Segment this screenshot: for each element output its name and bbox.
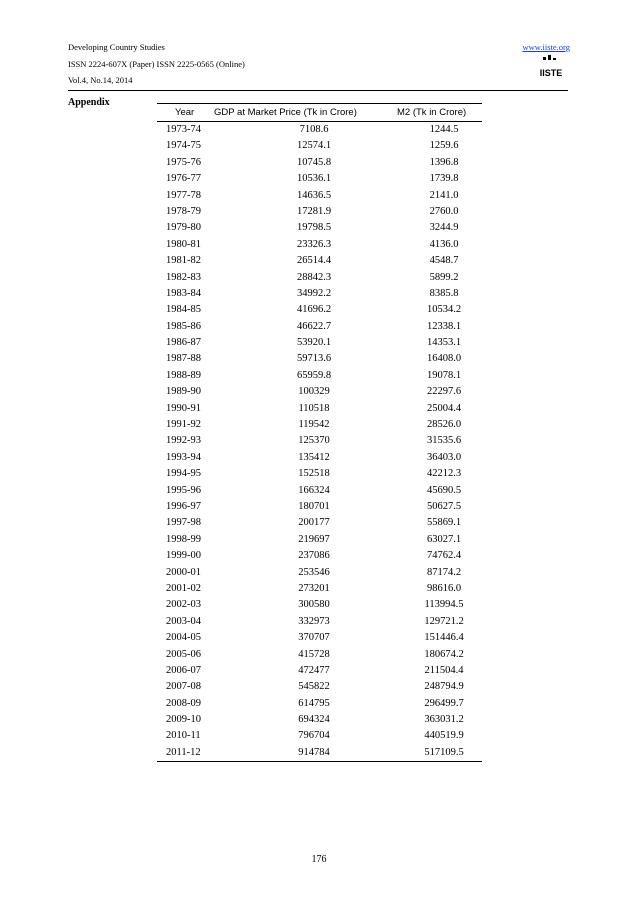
cell-year: 1989-90 xyxy=(166,386,201,398)
cell-gdp: 7108.6 xyxy=(299,124,329,135)
cell-m2: 8385.8 xyxy=(429,287,459,299)
cell-m2: 1259.6 xyxy=(429,140,459,152)
cell-gdp: 300580 xyxy=(298,599,330,611)
cell-year: 2011-12 xyxy=(166,746,201,758)
cell-m2: 36403.0 xyxy=(426,451,462,463)
cell-year: 2003-04 xyxy=(166,615,201,627)
cell-m2: 31535.6 xyxy=(426,435,462,447)
cell-gdp: 472477 xyxy=(298,664,330,676)
cell-year: 2008-09 xyxy=(166,697,201,709)
cell-gdp: 415728 xyxy=(298,648,330,660)
cell-year: 1998-99 xyxy=(166,533,201,545)
table-row xyxy=(157,286,482,302)
cell-year: 2006-07 xyxy=(166,664,201,676)
cell-year: 1976-77 xyxy=(166,173,201,185)
table-row xyxy=(157,433,482,449)
cell-m2: 211504.4 xyxy=(424,664,464,676)
cell-year: 1994-95 xyxy=(166,468,201,480)
cell-m2: 113994.5 xyxy=(424,599,464,611)
table-row xyxy=(157,663,482,679)
cell-gdp: 100329 xyxy=(298,386,330,398)
cell-gdp: 219697 xyxy=(298,533,330,545)
table-row xyxy=(157,450,482,466)
cell-year: 2007-08 xyxy=(166,681,201,693)
cell-year: 1979-80 xyxy=(166,222,201,234)
cell-m2: 98616.0 xyxy=(426,582,462,594)
cell-gdp: 614795 xyxy=(298,697,330,709)
cell-year: 1984-85 xyxy=(166,304,201,316)
table-row xyxy=(157,565,482,581)
cell-gdp: 253546 xyxy=(298,566,330,578)
cell-year: 1974-75 xyxy=(166,140,201,152)
cell-m2: 2760.0 xyxy=(429,205,459,217)
cell-year: 1985-86 xyxy=(166,320,201,332)
cell-m2: 3244.9 xyxy=(429,222,459,234)
cell-m2: 19078.1 xyxy=(426,369,462,381)
cell-gdp: 46622.7 xyxy=(296,320,332,332)
table-row xyxy=(157,302,482,318)
data-table xyxy=(157,103,482,762)
cell-gdp: 273201 xyxy=(298,582,330,594)
table-row xyxy=(157,532,482,548)
cell-year: 1996-97 xyxy=(166,500,201,512)
cell-gdp: 19798.5 xyxy=(296,222,332,234)
cell-gdp: 237086 xyxy=(298,550,330,562)
cell-gdp: 180701 xyxy=(298,500,330,512)
cell-m2: 25004.4 xyxy=(426,402,462,414)
journal-url-link[interactable]: www.iiste.org xyxy=(522,42,570,52)
cell-m2: 14353.1 xyxy=(426,337,462,349)
cell-m2: 4136.0 xyxy=(429,238,459,250)
cell-year: 2005-06 xyxy=(166,648,201,660)
cell-year: 1980-81 xyxy=(166,238,201,250)
cell-gdp: 34992.2 xyxy=(296,287,332,299)
cell-gdp: 166324 xyxy=(298,484,330,496)
cell-year: 1975-76 xyxy=(166,156,201,168)
cell-gdp: 200177 xyxy=(298,517,330,529)
cell-gdp: 53920.1 xyxy=(296,337,332,349)
cell-gdp: 332973 xyxy=(298,615,330,627)
cell-year: 2001-02 xyxy=(166,582,201,594)
cell-gdp: 28842.3 xyxy=(296,271,332,283)
cell-year: 1992-93 xyxy=(166,435,201,447)
table-row xyxy=(157,171,482,187)
table-row xyxy=(157,270,482,286)
cell-gdp: 14636.5 xyxy=(296,189,332,201)
cell-m2: 180674.2 xyxy=(424,648,464,660)
cell-year: 2004-05 xyxy=(166,632,201,644)
cell-m2: 22297.6 xyxy=(426,386,462,398)
cell-gdp: 65959.8 xyxy=(296,369,332,381)
table-row xyxy=(157,368,482,384)
cell-gdp: 545822 xyxy=(298,681,330,693)
cell-gdp: 10745.8 xyxy=(296,156,332,168)
table-row xyxy=(157,335,482,351)
page-number: 176 xyxy=(311,854,327,865)
cell-gdp: 125370 xyxy=(298,435,330,447)
table-body xyxy=(157,122,482,761)
cell-year: 1986-87 xyxy=(166,337,201,349)
cell-m2: 42212.3 xyxy=(426,468,462,480)
cell-year: 2010-11 xyxy=(166,730,201,742)
table-row xyxy=(157,138,482,154)
table-row xyxy=(157,155,482,171)
cell-year: 1997-98 xyxy=(166,517,201,529)
cell-m2: 45690.5 xyxy=(426,484,462,496)
cell-gdp: 41696.2 xyxy=(296,304,332,316)
cell-m2: 12338.1 xyxy=(426,320,462,332)
cell-m2: 87174.2 xyxy=(426,566,462,578)
table-row xyxy=(157,466,482,482)
table-header xyxy=(157,103,482,122)
table-row xyxy=(157,417,482,433)
table-row xyxy=(157,745,482,761)
cell-m2: 5899.2 xyxy=(429,271,459,283)
table-row xyxy=(157,712,482,728)
cell-m2: 74762.4 xyxy=(426,550,462,562)
cell-m2: 2141.0 xyxy=(429,189,459,201)
cell-m2: 10534.2 xyxy=(426,304,462,316)
cell-gdp: 10536.1 xyxy=(296,173,332,185)
cell-year: 1991-92 xyxy=(166,419,201,431)
cell-year: 1993-94 xyxy=(166,451,201,463)
cell-year: 1973-74 xyxy=(166,124,201,135)
issn-line: ISSN 2224-607X (Paper) ISSN 2225-0565 (Online) xyxy=(68,59,245,69)
table-row xyxy=(157,728,482,744)
cell-m2: 296499.7 xyxy=(424,697,464,709)
table-row xyxy=(157,581,482,597)
cell-m2: 1739.8 xyxy=(429,173,459,185)
table-row xyxy=(157,204,482,220)
cell-gdp: 796704 xyxy=(298,730,330,742)
cell-gdp: 914784 xyxy=(298,746,330,758)
cell-year: 1999-00 xyxy=(166,550,201,562)
cell-m2: 440519.9 xyxy=(424,730,464,742)
cell-year: 2000-01 xyxy=(166,566,201,578)
table-row xyxy=(157,237,482,253)
table-row xyxy=(157,630,482,646)
cell-m2: 4548.7 xyxy=(429,255,459,267)
cell-m2: 1396.8 xyxy=(429,156,459,168)
cell-m2: 248794.9 xyxy=(424,681,464,693)
cell-m2: 363031.2 xyxy=(424,714,464,726)
cell-m2: 55869.1 xyxy=(426,517,462,529)
cell-gdp: 110518 xyxy=(298,402,330,414)
cell-gdp: 59713.6 xyxy=(296,353,332,365)
cell-year: 2009-10 xyxy=(166,714,201,726)
volume-line: Vol.4, No.14, 2014 xyxy=(68,75,133,85)
table-row xyxy=(157,679,482,695)
col-header-gdp: GDP at Market Price (Tk in Crore) xyxy=(214,107,357,118)
cell-gdp: 26514.4 xyxy=(296,255,332,267)
table-row xyxy=(157,548,482,564)
table-row xyxy=(157,220,482,236)
cell-gdp: 119542 xyxy=(298,419,330,431)
table-row xyxy=(157,122,482,138)
table-bottom-rule xyxy=(157,761,482,762)
cell-gdp: 12574.1 xyxy=(296,140,332,152)
cell-year: 1990-91 xyxy=(166,402,201,414)
cell-gdp: 135412 xyxy=(298,451,330,463)
cell-year: 1981-82 xyxy=(166,255,201,267)
cell-year: 1978-79 xyxy=(166,205,201,217)
section-title: Appendix xyxy=(68,97,110,108)
table-row xyxy=(157,351,482,367)
cell-year: 1983-84 xyxy=(166,287,201,299)
svg-text:IISTE: IISTE xyxy=(540,68,562,78)
cell-m2: 129721.2 xyxy=(424,615,464,627)
cell-year: 1982-83 xyxy=(166,271,201,283)
col-header-m2: M2 (Tk in Crore) xyxy=(397,107,467,118)
cell-gdp: 152518 xyxy=(298,468,330,480)
table-row xyxy=(157,696,482,712)
cell-m2: 28526.0 xyxy=(426,419,462,431)
cell-gdp: 694324 xyxy=(298,714,330,726)
cell-year: 1995-96 xyxy=(166,484,201,496)
cell-m2: 63027.1 xyxy=(426,533,462,545)
header-divider xyxy=(68,90,568,91)
cell-m2: 151446.4 xyxy=(424,632,464,644)
cell-gdp: 23326.3 xyxy=(296,238,332,250)
cell-year: 1988-89 xyxy=(166,369,201,381)
iiste-logo xyxy=(540,55,562,79)
cell-year: 2002-03 xyxy=(166,599,201,611)
table-row xyxy=(157,614,482,630)
table-row xyxy=(157,188,482,204)
table-row xyxy=(157,499,482,515)
cell-year: 1977-78 xyxy=(166,189,201,201)
cell-m2: 16408.0 xyxy=(426,353,462,365)
cell-year: 1987-88 xyxy=(166,353,201,365)
cell-m2: 50627.5 xyxy=(426,500,462,512)
table-row xyxy=(157,515,482,531)
table-row xyxy=(157,597,482,613)
table-row xyxy=(157,253,482,269)
table-row xyxy=(157,401,482,417)
cell-gdp: 17281.9 xyxy=(296,205,332,217)
table-row xyxy=(157,319,482,335)
table-row xyxy=(157,483,482,499)
table-row xyxy=(157,384,482,400)
cell-m2: 1244.5 xyxy=(429,124,459,135)
col-header-year: Year xyxy=(175,107,195,118)
table-row xyxy=(157,647,482,663)
cell-gdp: 370707 xyxy=(298,632,330,644)
cell-m2: 517109.5 xyxy=(424,746,464,758)
journal-title: Developing Country Studies xyxy=(68,42,165,52)
